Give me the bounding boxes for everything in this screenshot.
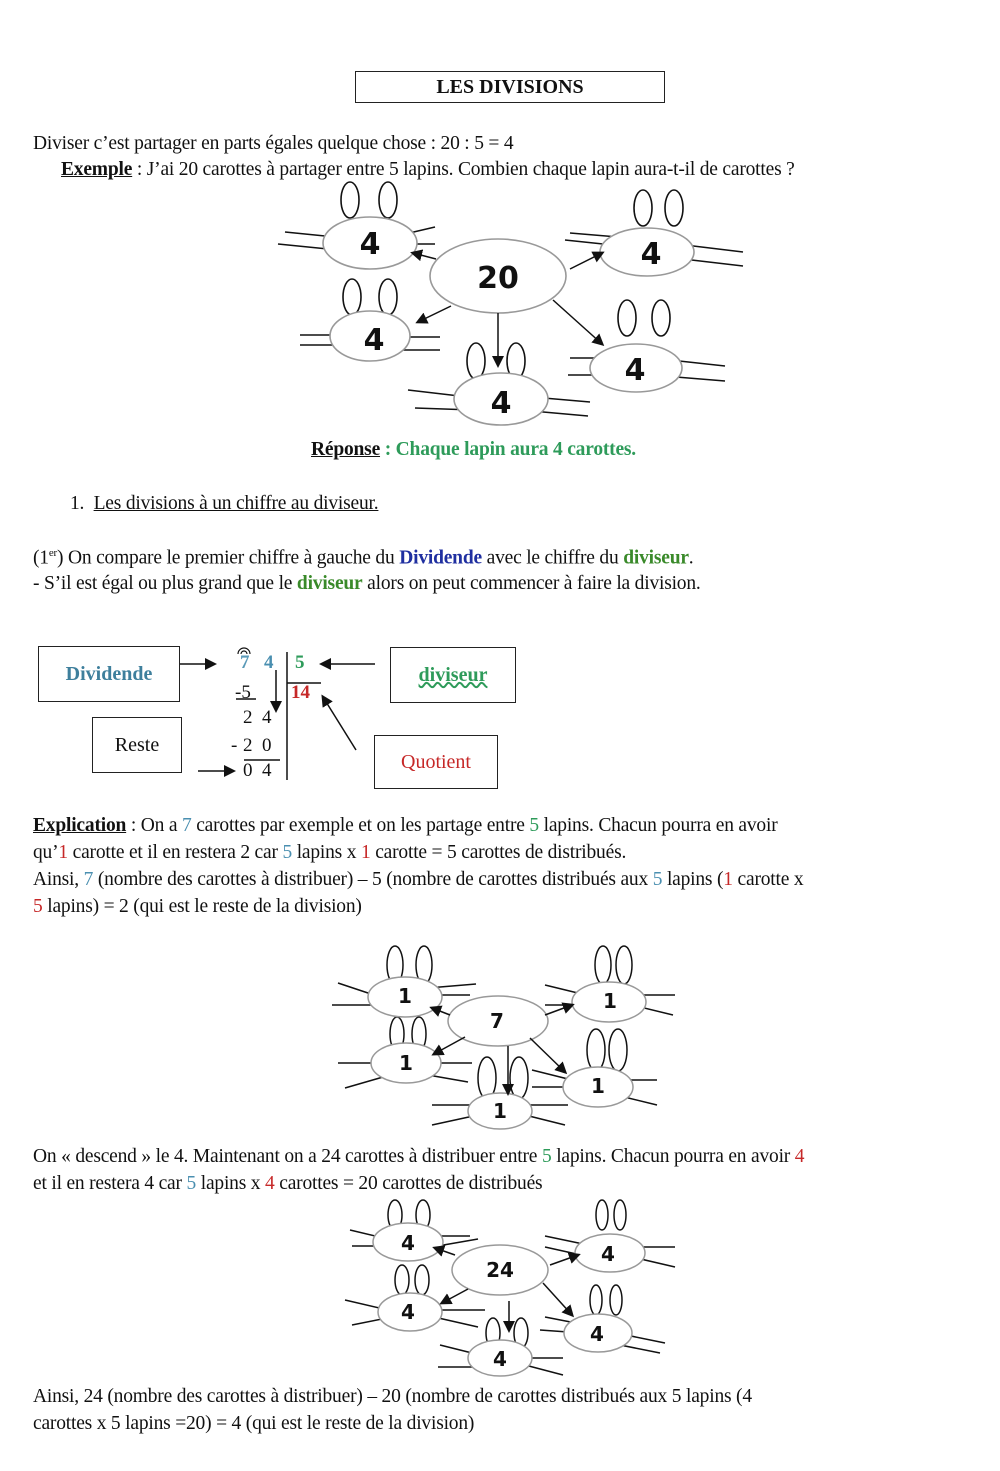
answer-text: : Chaque lapin aura 4 carottes.: [380, 439, 636, 460]
rabbit-ear: [379, 279, 397, 315]
rabbit-value: 4: [359, 227, 381, 262]
rabbit-ear: [467, 343, 485, 379]
arrow: [418, 306, 451, 322]
rabbit-shape: [614, 1200, 626, 1230]
rabbits-diagram-20: [270, 180, 760, 430]
term-diviseur: diviseur: [623, 547, 689, 569]
text: carotte et il en restera 2 car: [67, 842, 283, 863]
rabbits-diagram-24: [330, 1195, 690, 1380]
rabbit-value: 1: [603, 989, 617, 1013]
diagram-line: [525, 1365, 563, 1375]
example-question: : J’ai 20 carottes à partager entre 5 lapins. Combien chaque lapin aura-t-il de carottes ?: [132, 159, 795, 180]
explication-label: Explication: [33, 815, 127, 836]
rabbit-value: 4: [490, 386, 512, 421]
text: Ainsi,: [33, 869, 84, 890]
rabbit-value: 4: [493, 1347, 507, 1371]
rabbit-ear: [618, 300, 636, 336]
text: carotte = 5 carottes de distribués.: [370, 842, 627, 863]
highlight: 5: [541, 1146, 552, 1167]
rule-line-2: [33, 573, 701, 595]
rabbit-value: 4: [401, 1300, 415, 1324]
rabbit-ear: [379, 182, 397, 218]
highlight: 7: [83, 869, 94, 890]
text: carotte x: [732, 869, 804, 890]
center-value: 7: [490, 1009, 504, 1033]
term-diviseur: diviseur: [296, 573, 363, 594]
rabbit-value: 1: [398, 984, 412, 1008]
arrow: [413, 253, 436, 259]
diagram-line: [442, 1289, 468, 1303]
example-text: [61, 159, 795, 181]
term-dividende: Dividende: [399, 547, 482, 569]
label-dividende: Dividende: [38, 646, 180, 702]
highlight: 5: [282, 842, 293, 863]
rule-text: avec le chiffre du: [481, 547, 624, 569]
section-heading: [70, 493, 378, 515]
rule-line-1: [33, 547, 693, 570]
center-value: 20: [477, 261, 519, 296]
page-title: LES DIVISIONS: [355, 71, 665, 103]
conclusion-line-1: Ainsi, 24 (nombre des carottes à distribuer) – 20 (nombre de carottes distribués aux 5 lapins (4: [33, 1386, 752, 1407]
rabbit-value: 1: [399, 1051, 413, 1075]
diagram-line: [676, 377, 725, 381]
rabbit-value: 1: [493, 1099, 507, 1123]
diagram-line: [434, 1037, 465, 1054]
text: et il en restera 4 car: [33, 1173, 187, 1194]
label-diviseur: diviseur: [390, 647, 516, 703]
dividend-digit-2: 4: [264, 652, 274, 673]
rabbit-value: 4: [363, 323, 385, 358]
diagram-line: [550, 1255, 578, 1265]
rabbit-shape: [587, 1029, 605, 1071]
highlight: 5: [529, 815, 539, 836]
highlight: 1: [360, 842, 371, 863]
conclusion-line-2: carottes x 5 lapins =20) = 4 (qui est le reste de la division): [33, 1413, 475, 1434]
subtraction-1: -5: [235, 682, 251, 703]
diagram-line: [432, 1008, 450, 1015]
rule-text: (1: [33, 547, 49, 569]
arrow: [570, 253, 602, 269]
rabbit-shape: [590, 1285, 602, 1315]
rabbit-ear: [343, 279, 361, 315]
text: carottes par exemple et on les partage entre: [191, 815, 530, 836]
answer-line: [311, 439, 636, 461]
rule-text: - S’il est égal ou plus grand que le: [33, 573, 297, 594]
highlight: 1: [723, 869, 733, 890]
rabbit-ear: [634, 190, 652, 226]
diagram-line: [428, 1075, 468, 1082]
text: lapins. Chacun pourra en avoir: [551, 1146, 795, 1167]
rabbit-value: 4: [590, 1322, 604, 1346]
text: On « descend » le 4. Maintenant on a 24 carottes à distribuer entre: [33, 1146, 542, 1167]
descend-line-1: [33, 1146, 804, 1168]
text: qu’: [33, 842, 59, 863]
center-value: 24: [486, 1258, 514, 1282]
final-remainder: 0 4: [243, 760, 272, 781]
rabbit-value: 4: [640, 237, 662, 272]
text: : On a: [126, 815, 182, 836]
highlight: 4: [794, 1146, 805, 1167]
rabbit-shape: [595, 946, 611, 984]
section-number: 1.: [70, 493, 85, 514]
division-arrows: [170, 640, 400, 790]
answer-label: Réponse: [311, 439, 381, 460]
diagram-line: [543, 1283, 572, 1315]
partial-remainder: 2 4: [243, 707, 272, 728]
rabbit-ear: [652, 300, 670, 336]
rule-superscript: er: [48, 547, 57, 559]
subtraction-2: 2 0: [243, 735, 272, 756]
descend-line-2: [33, 1173, 542, 1195]
rabbit-ear: [341, 182, 359, 218]
diagram-line: [545, 1005, 572, 1015]
rabbit-value: 4: [601, 1242, 615, 1266]
rabbit-shape: [609, 1029, 627, 1071]
highlight: 7: [181, 815, 192, 836]
highlight: 5: [186, 1173, 197, 1194]
text: lapins x: [292, 842, 361, 863]
rule-text: alors on peut commencer à faire la division.: [362, 573, 701, 594]
rabbit-shape: [395, 1265, 409, 1295]
text: lapins) = 2 (qui est le reste de la division): [42, 896, 362, 917]
explication-line-4: [33, 896, 362, 918]
label-quotient: Quotient: [374, 735, 498, 789]
subtraction-2-minus: -: [231, 735, 238, 756]
arrow-quotient: [323, 697, 356, 750]
quotient-value: 14: [291, 682, 310, 703]
highlight: 5: [33, 896, 43, 917]
rabbits-diagram-7: [320, 935, 690, 1135]
rule-text: ) On compare le premier chiffre à gauche du: [57, 547, 400, 569]
text: lapins x: [196, 1173, 266, 1194]
highlight: 5: [652, 869, 663, 890]
text: lapins. Chacun pourra en avoir: [538, 815, 778, 836]
rabbit-value: 4: [624, 353, 646, 388]
section-title: Les divisions à un chiffre au diviseur.: [93, 493, 379, 514]
explication-line-2: [33, 842, 626, 864]
explication-line-3: [33, 869, 803, 891]
highlight: 1: [58, 842, 68, 863]
highlight: 4: [265, 1173, 275, 1194]
rabbit-shape: [616, 946, 632, 984]
text: lapins (: [662, 869, 724, 890]
rabbit-shape: [415, 1265, 429, 1295]
example-label: Exemple: [61, 159, 133, 180]
text: carottes = 20 carottes de distribués: [274, 1173, 543, 1194]
label-reste: Reste: [92, 717, 182, 773]
arrow: [553, 300, 602, 344]
diagram-line: [530, 1038, 565, 1072]
explication-line-1: [33, 815, 778, 837]
diagram-line: [620, 1345, 660, 1353]
rule-text: .: [688, 547, 694, 569]
rabbit-shape: [610, 1285, 622, 1315]
rabbit-shape: [596, 1200, 608, 1230]
intro-text: Diviser c’est partager en parts égales quelque chose : 20 : 5 = 4: [33, 133, 514, 154]
text: (nombre des carottes à distribuer) – 5 (nombre de carottes distribués aux: [93, 869, 653, 890]
divisor-value: 5: [295, 652, 305, 673]
rabbit-ear: [665, 190, 683, 226]
rabbit-value: 1: [591, 1074, 605, 1098]
dividend-digit-1: 7: [240, 652, 250, 673]
rabbit-value: 4: [401, 1231, 415, 1255]
rabbit-shape: [510, 1057, 528, 1099]
